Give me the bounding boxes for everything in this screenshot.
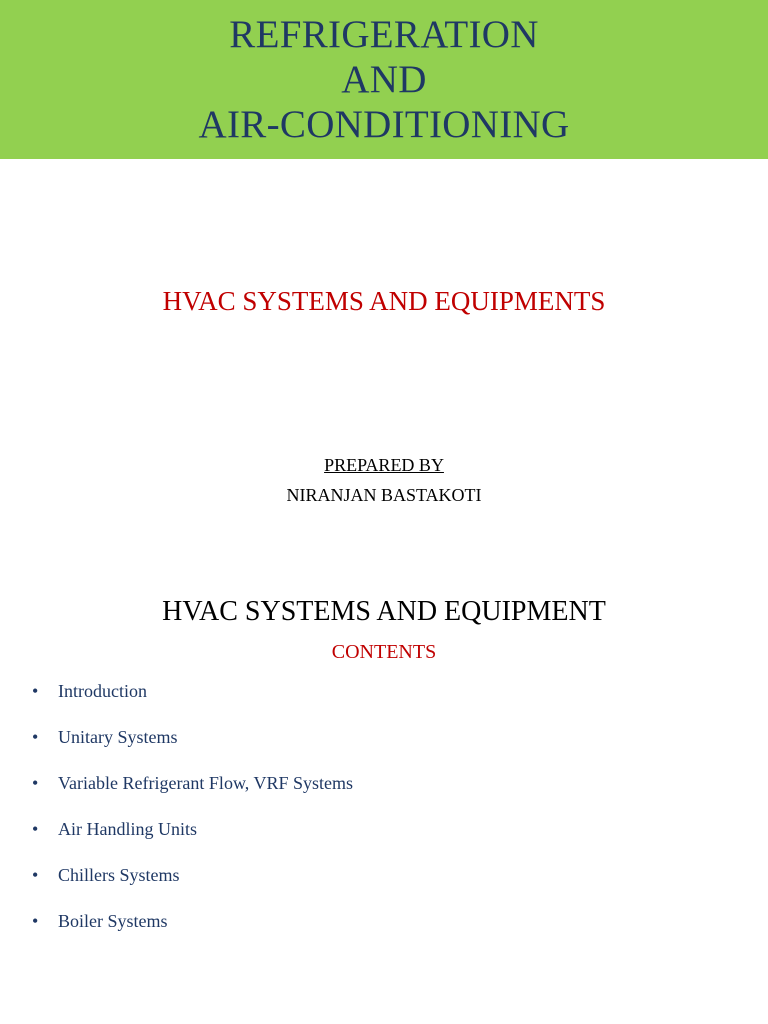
contents-list-item xyxy=(0,860,768,906)
contents-list-item xyxy=(0,676,768,722)
contents-item-text: Chillers Systems xyxy=(58,865,180,885)
contents-item-text: Variable Refrigerant Flow, VRF Systems xyxy=(58,773,353,793)
author-name: NIRANJAN BASTAKOTI xyxy=(286,485,482,505)
contents-slide-title: HVAC SYSTEMS AND EQUIPMENT xyxy=(162,596,606,627)
presentation-subtitle: HVAC SYSTEMS AND EQUIPMENTS xyxy=(162,286,606,316)
bullet-icon: • xyxy=(32,727,39,747)
title-line-1: REFRIGERATION xyxy=(229,13,539,56)
bullet-icon: • xyxy=(32,865,39,885)
contents-item-text: Introduction xyxy=(58,681,147,701)
contents-item-text: Unitary Systems xyxy=(58,727,178,747)
bullet-icon: • xyxy=(32,911,39,931)
bullet-icon: • xyxy=(32,681,39,701)
title-banner xyxy=(0,0,768,159)
contents-list-item xyxy=(0,814,768,860)
title-line-3: AIR-CONDITIONING xyxy=(198,103,570,146)
contents-list-item xyxy=(0,906,768,952)
contents-heading: CONTENTS xyxy=(331,641,437,663)
contents-list-item xyxy=(0,768,768,814)
contents-item-text: Air Handling Units xyxy=(58,819,197,839)
contents-item-text: Boiler Systems xyxy=(58,911,168,931)
prepared-by-label: PREPARED BY xyxy=(324,455,444,475)
bullet-icon: • xyxy=(32,819,39,839)
contents-list-item xyxy=(0,722,768,768)
title-line-2: AND xyxy=(341,58,427,101)
bullet-icon: • xyxy=(32,773,39,793)
contents-list xyxy=(0,676,768,952)
